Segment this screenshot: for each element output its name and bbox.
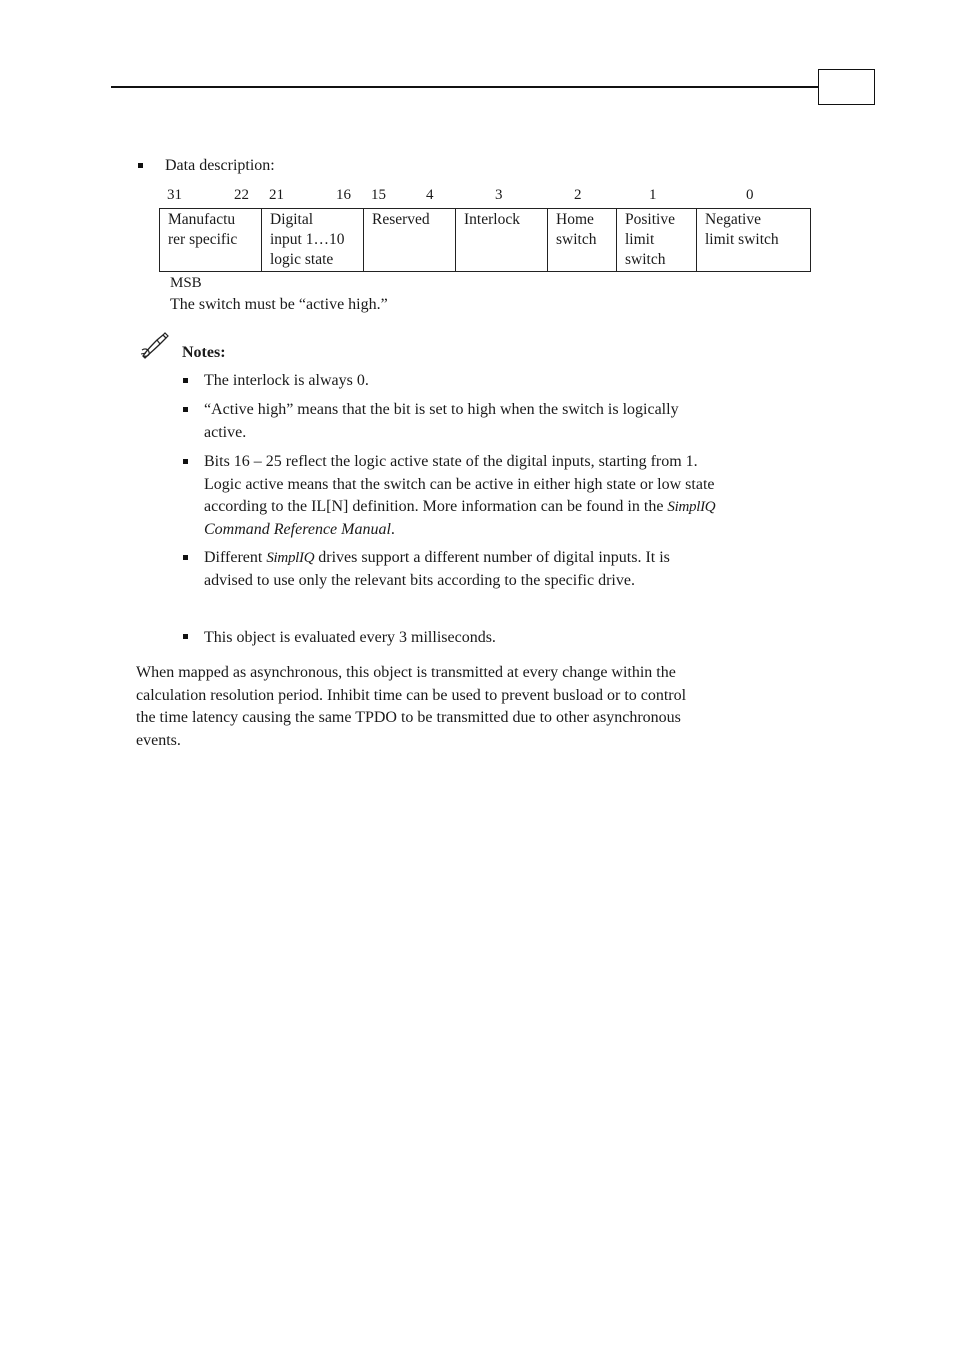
- table-cell: Negative limit switch: [697, 209, 811, 272]
- bit-number-row: [159, 187, 808, 207]
- table-cell: Interlock: [456, 209, 548, 272]
- bullet-icon: [138, 163, 143, 168]
- note-active-high: “Active high” means that the bit is set to high when the switch is logically active.: [204, 401, 679, 441]
- bullet-icon: [183, 555, 188, 560]
- switch-note: The switch must be “active high.”: [170, 296, 388, 313]
- msb-label: MSB: [170, 275, 202, 291]
- note-drives: Different SimplIQ drives support a different number of digital inputs. It is advised to use only the relevant bits according to the specific drive.: [204, 549, 670, 589]
- note-bits: Bits 16 – 25 reflect the logic active state of the digital inputs, starting from 1. Logic active means that the switch can be active in either high state or low state according to the IL[N] definition. More information can be found in the SimplIQ Command Reference Manual.: [204, 453, 716, 538]
- bit-number: 15: [371, 187, 386, 203]
- page-number-box: [818, 69, 875, 105]
- bullet-icon: [183, 378, 188, 383]
- async-paragraph: When mapped as asynchronous, this object is transmitted at every change within the calculation resolution period. Inhibit time can be used to prevent busload or to control the time latency causing the same TPDO to be transmitted due to other asynchronous events.: [136, 664, 687, 749]
- table-row: [160, 209, 811, 272]
- bit-number: 3: [495, 187, 503, 203]
- bullet-icon: [183, 407, 188, 412]
- bit-number: 31: [167, 187, 182, 203]
- simpliq-brand: SimplIQ: [266, 550, 315, 566]
- bit-number: 21: [269, 187, 284, 203]
- bit-number: 16: [336, 187, 351, 203]
- bit-number: 22: [234, 187, 249, 203]
- data-description-label: Data description:: [165, 157, 275, 174]
- table-cell: Positive limit switch: [617, 209, 697, 272]
- simpliq-brand: SimplIQ: [667, 499, 716, 515]
- manual-title: Command Reference Manual: [204, 520, 391, 538]
- table-cell: Manufactu rer specific: [160, 209, 262, 272]
- notes-title: Notes:: [182, 344, 226, 361]
- table-cell: Home switch: [548, 209, 617, 272]
- eval-note: This object is evaluated every 3 milliseconds.: [204, 629, 496, 646]
- note-interlock: The interlock is always 0.: [204, 372, 369, 389]
- bullet-icon: [183, 459, 188, 464]
- bit-number: 1: [649, 187, 657, 203]
- table-cell: Reserved: [364, 209, 456, 272]
- bit-number: 2: [574, 187, 582, 203]
- bit-number: 4: [426, 187, 434, 203]
- pen-note-icon: [139, 332, 169, 360]
- table-cell: Digital input 1…10 logic state: [262, 209, 364, 272]
- header-rule: [111, 86, 819, 88]
- bit-table: [159, 208, 811, 272]
- bit-number: 0: [746, 187, 754, 203]
- bullet-icon: [183, 634, 188, 639]
